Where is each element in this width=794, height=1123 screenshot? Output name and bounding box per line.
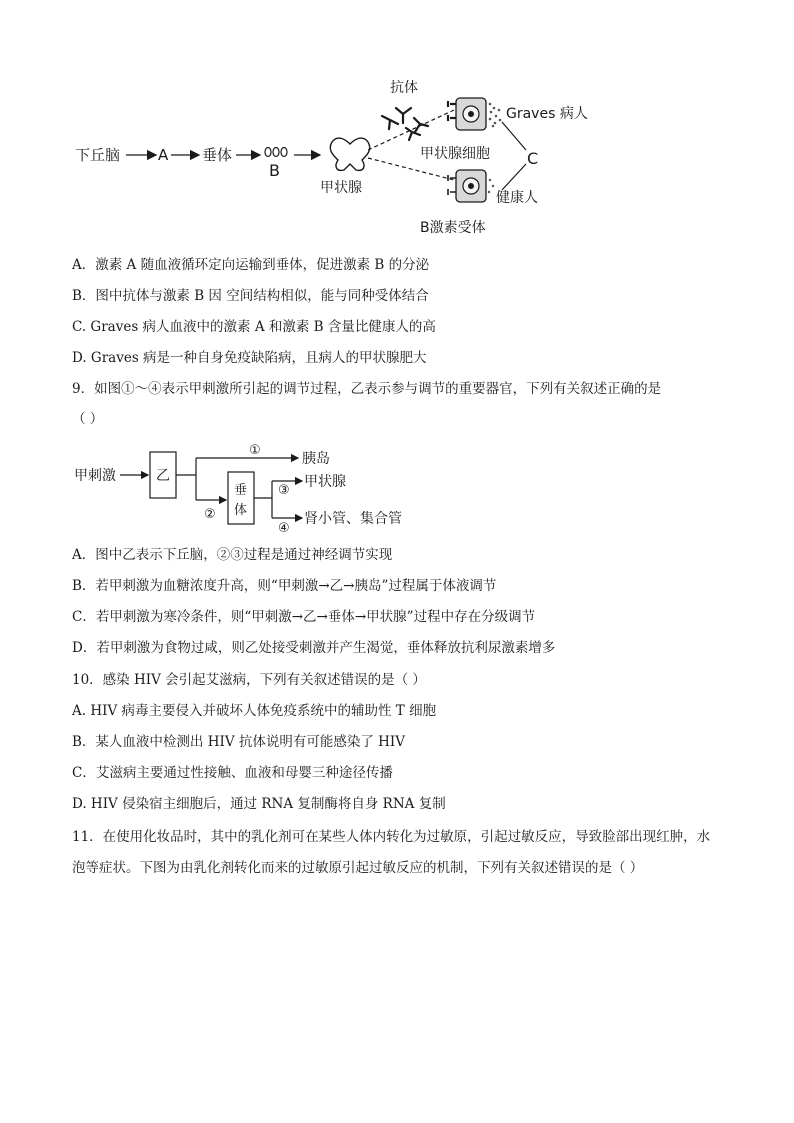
hypothalamus-label: 下丘脑 [75,146,121,164]
pituitary-top-label: 垂 [234,483,248,498]
q9-option-d: D．若甲刺激为食物过咸，则乙处接受刺激并产生渴觉，垂体释放抗利尿激素增多 [72,640,556,656]
step-2-label: ② [204,507,216,522]
graves-patient-label: Graves 病人 [506,106,588,122]
patient-thyroid-cell-icon [448,98,501,130]
healthy-person-label: 健康人 [496,190,538,206]
regulation-diagram-svg [72,438,432,538]
hormone-b-label: B [269,161,280,180]
q9-option-c: C．若甲刺激为寒冷条件，则“甲刺激→乙→垂体→甲状腺”过程中存在分级调节 [72,609,536,625]
q8-option-c: C. Graves 病人血液中的激素 A 和激素 B 含量比健康人的高 [72,319,436,335]
pituitary-label: 垂体 [202,146,233,164]
thyroid-cell-label: 甲状腺细胞 [420,146,490,162]
q8-option-a: A．激素 A 随血液循环定向运输到垂体，促进激素 B 的分泌 [72,257,430,273]
q10-option-a: A. HIV 病毒主要侵入并破坏人体免疫系统中的辅助性 T 细胞 [72,703,437,719]
q10-option-c: C．艾滋病主要通过性接触、血液和母婴三种途径传播 [72,765,393,781]
stimulus-label: 甲刺激 [74,468,116,484]
pituitary-bottom-label: 体 [234,503,248,518]
connector-healthy-c [502,164,526,190]
q9-stem: 9．如图①～④表示甲刺激所引起的调节过程，乙表示参与调节的重要器官，下列有关叙述正确的是 [72,381,662,397]
q9-thyroid-label: 甲状腺 [304,474,346,490]
graves-diagram [70,74,610,244]
healthy-thyroid-cell-icon [448,170,494,202]
organ-yi-label: 乙 [156,468,170,484]
step-1-label: ① [249,443,261,458]
q9-paren: （ ） [72,411,104,427]
q10-option-b: B．某人血液中检测出 HIV 抗体说明有可能感染了 HIV [72,734,406,750]
connector-patient-c [502,122,526,150]
q11-stem-line2: 泡等症状。下图为由乳化剂转化而来的过敏原引起过敏反应的机制，下列有关叙述错误的是（ ） [72,860,644,876]
antibody-label: 抗体 [390,80,418,96]
q8-option-d: D. Graves 病是一种自身免疫缺陷病，且病人的甲状腺肥大 [72,350,427,366]
thyroid-gland-icon [330,138,369,170]
hormone-b-molecules [265,148,287,157]
q10-stem: 10．感染 HIV 会引起艾滋病，下列有关叙述错误的是（ ） [72,672,426,688]
regulation-diagram [72,438,432,538]
q9-option-b: B．若甲刺激为血糖浓度升高，则“甲刺激→乙→胰岛”过程属于体液调节 [72,578,497,594]
q11-stem-line1: 11．在使用化妆品时，其中的乳化剂可在某些人体内转化为过敏原，引起过敏反应，导致脸部出现红肿，水 [72,829,711,845]
graves-diagram-svg [70,74,610,244]
step-4-label: ④ [278,521,290,536]
q8-option-b: B．图中抗体与激素 B 因 空间结构相似，能与同种受体结合 [72,288,429,304]
hormone-a-label: A [158,146,169,164]
antibody-icons [382,108,428,140]
q10-option-d: D. HIV 侵染宿主细胞后，通过 RNA 复制酶将自身 RNA 复制 [72,796,446,812]
thyroid-label: 甲状腺 [320,180,362,196]
label-c: C [527,149,539,168]
step-3-label: ③ [278,483,290,498]
q9-option-a: A．图中乙表示下丘脑，②③过程是通过神经调节实现 [72,547,393,563]
b-receptor-label: B激素受体 [420,220,486,236]
islet-label: 胰岛 [302,451,330,467]
tubule-label: 肾小管、集合管 [304,511,402,527]
